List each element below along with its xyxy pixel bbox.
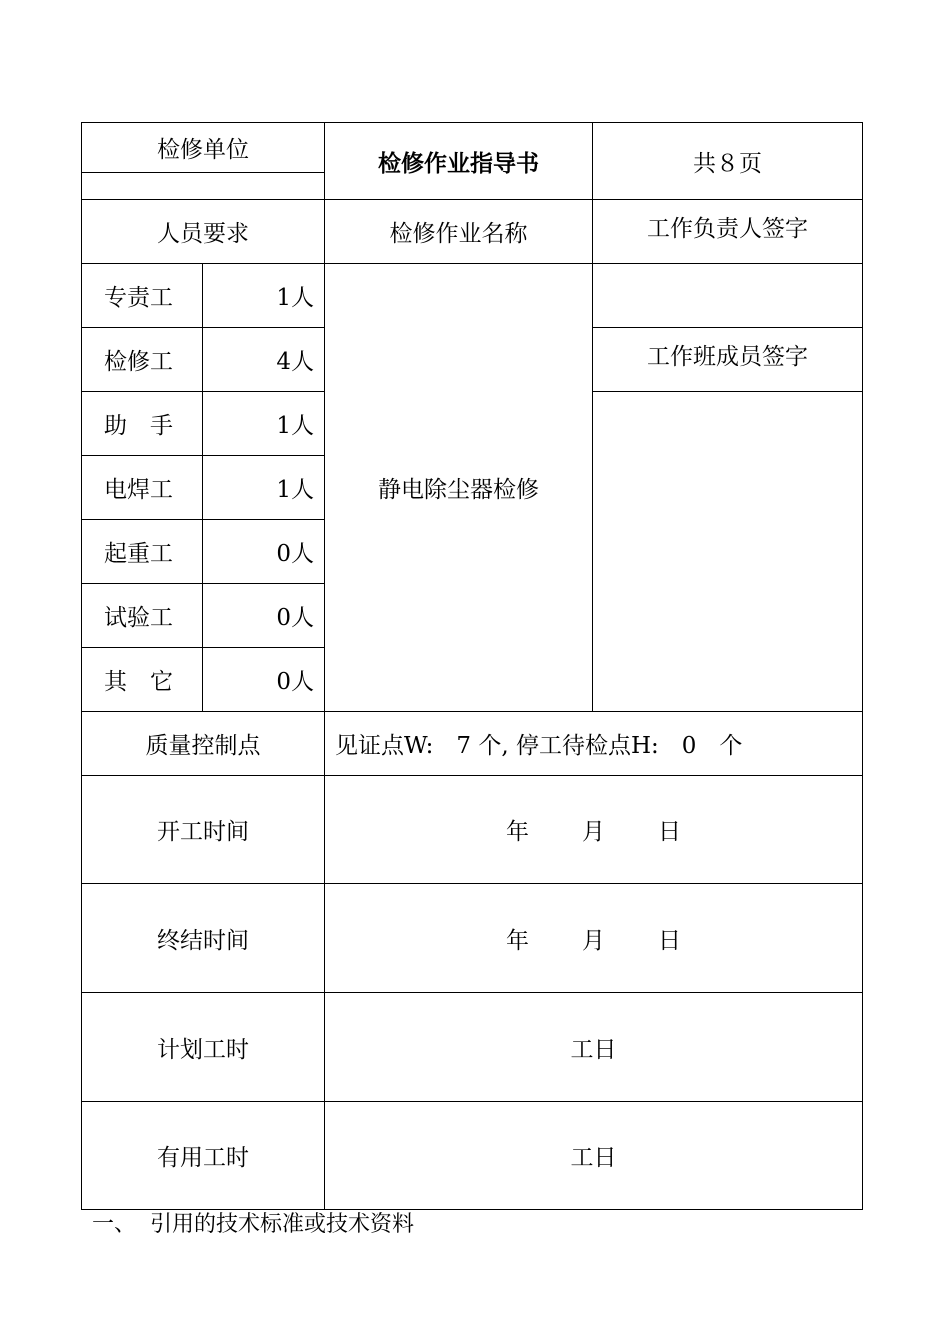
personnel-count: 1人	[203, 392, 325, 456]
planned-hours-value: 工日	[325, 993, 863, 1102]
personnel-role: 试验工	[82, 584, 203, 648]
day-label: 日	[658, 927, 681, 954]
section-heading	[92, 1207, 414, 1238]
quality-label: 质量控制点	[82, 712, 325, 776]
actual-hours-value: 工日	[325, 1102, 863, 1210]
section-title: 引用的技术标准或技术资料	[150, 1212, 415, 1237]
personnel-count: 1人	[203, 264, 325, 328]
leader-sign-label: 工作负责人签字	[593, 200, 863, 264]
personnel-role: 助 手	[82, 392, 203, 456]
actual-hours-label: 有用工时	[82, 1102, 325, 1210]
personnel-role: 专责工	[82, 264, 203, 328]
day-label: 日	[658, 819, 681, 845]
quality-value: 见证点W: 7 个, 停工待检点H: 0 个	[325, 712, 863, 776]
page-count: 共８页	[593, 123, 863, 200]
unit-cell	[82, 123, 325, 200]
end-time-label: 终结时间	[82, 884, 325, 993]
year-label: 年	[506, 819, 529, 845]
personnel-count: 0人	[203, 648, 325, 712]
work-instruction-table	[81, 122, 863, 1210]
section-number: 一、	[92, 1212, 137, 1237]
member-sign-label: 工作班成员签字	[593, 328, 863, 392]
personnel-role: 起重工	[82, 520, 203, 584]
doc-title: 检修作业指导书	[325, 123, 593, 200]
personnel-count: 4人	[203, 328, 325, 392]
personnel-role: 检修工	[82, 328, 203, 392]
personnel-label: 人员要求	[82, 200, 325, 264]
start-time-label: 开工时间	[82, 776, 325, 884]
personnel-role: 其 它	[82, 648, 203, 712]
member-sign-field	[593, 392, 863, 712]
leader-sign-field	[593, 264, 863, 328]
job-name-label: 检修作业名称	[325, 200, 593, 264]
personnel-role: 电焊工	[82, 456, 203, 520]
unit-label: 检修单位	[82, 123, 324, 173]
year-label: 年	[506, 927, 529, 954]
unit-value	[82, 173, 324, 199]
personnel-count: 1人	[203, 456, 325, 520]
job-name: 静电除尘器检修	[325, 264, 593, 712]
end-time-value	[325, 884, 863, 993]
month-label: 月	[582, 927, 605, 954]
planned-hours-label: 计划工时	[82, 993, 325, 1102]
personnel-count: 0人	[203, 520, 325, 584]
month-label: 月	[582, 819, 605, 845]
start-time-value	[325, 776, 863, 884]
personnel-count: 0人	[203, 584, 325, 648]
